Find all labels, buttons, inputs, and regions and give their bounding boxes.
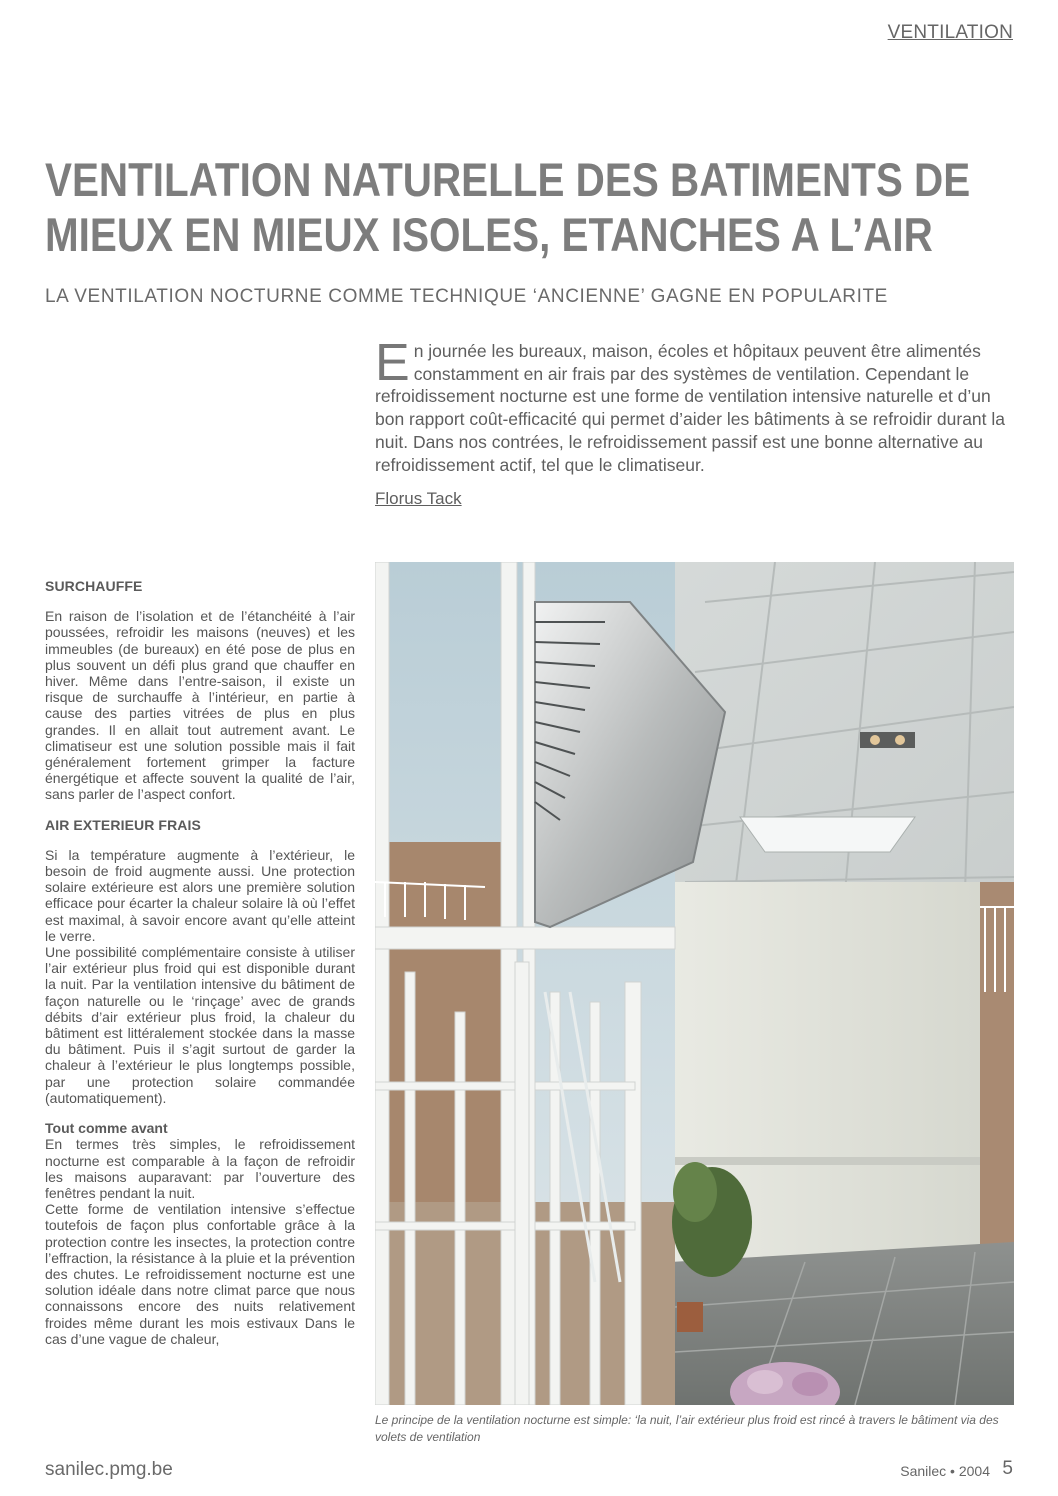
paragraph: Une possibilité complémentaire consiste à utiliser l’air extérieur plus froid qui est disponible durant la nuit. Par la ventilation intensive du bâtiment de façon naturelle ou le ‘rinçage’ avec de grands débits d’air extérieur plus froid, la chaleur du bâtiment est littéralement stockée dans la masse du bâtiment. Puis il s’agit surtout de garder la chaleur à l’extérieur le plus longtemps possible, par une protection solaire commandée (automatiquement). bbox=[45, 944, 355, 1106]
paragraph: Si la température augmente à l’extérieur, le besoin de froid augmente aussi. Une protection solaire extérieure est alors une première solution efficace pour écarter la chaleur solaire là où l’effet est maximal, à savoir encore avant qu’elle atteint le verre. bbox=[45, 846, 355, 944]
subheading-tout-comme-avant: Tout comme avant bbox=[45, 1120, 168, 1137]
section-tag: VENTILATION bbox=[887, 22, 1013, 43]
title-line-1: VENTILATION NATURELLE DES BATIMENTS DE bbox=[45, 153, 971, 206]
paragraph: En raison de l’isolation et de l’étanchéité à l’air poussées, refroidir les maisons (neuves) et les immeubles (de bureaux) en été pose de plus en plus souvent un défi plus grand que chauffer en hiver. Même dans l’entre-saison, il existe un risque de surchauffe à l’intérieur, en partie à cause des parties vitrées de plus en plus grandes. Il en allait tout autrement avant. Le climatiseur est une solution possible mais il fait généralement fortement grimper la facture énergétique et affecte souvent la qualité de l’air, sans parler de l’aspect confort. bbox=[45, 608, 355, 803]
interior-photo-illustration bbox=[375, 562, 1014, 1405]
footer-issue: Sanilec • 2004 bbox=[900, 1463, 990, 1479]
article-photo bbox=[375, 562, 1014, 1405]
section-heading-surchauffe: SURCHAUFFE bbox=[45, 578, 143, 594]
section-heading-air-exterieur: AIR EXTERIEUR FRAIS bbox=[45, 816, 201, 833]
drop-cap: E bbox=[375, 334, 410, 392]
paragraph: En termes très simples, le refroidissement nocturne est comparable à la façon de refroidir les maisons auparavant: par l’ouverture des fenêtres pendant la nuit. bbox=[45, 1136, 355, 1201]
title-line-2: MIEUX EN MIEUX ISOLES, ETANCHES A L’AIR bbox=[45, 208, 933, 261]
page-number: 5 bbox=[1002, 1458, 1013, 1479]
article-subtitle: LA VENTILATION NOCTURNE COMME TECHNIQUE ‘ANCIENNE’ GAGNE EN POPULARITE bbox=[45, 286, 888, 307]
body-column bbox=[45, 578, 355, 1361]
intro-block bbox=[375, 334, 1015, 511]
footer-url: sanilec.pmg.be bbox=[45, 1459, 173, 1480]
paragraph: Cette forme de ventilation intensive s’effectue toutefois de façon plus confortable grâce à la protection contre les insectes, la protection contre l’effraction, la résistance à la pluie et la prévention des chutes. Le refroidissement nocturne est une solution idéale dans notre climat parce que nous connaissons encore des nuits relativement froides même durant les mois estivaux Dans le cas d’une vague de chaleur, bbox=[45, 1201, 355, 1347]
intro-text: n journée les bureaux, maison, écoles et hôpitaux peuvent être alimentés constamment en air frais par des systèmes de ventilation. Cependant le refroidissement nocturne est une forme de ventilation intensive naturelle et d’un bon rapport coût-efficacité qui permet d’aider les bâtiments à se refroidir durant la nuit. Dans nos contrées, le refroidissement passif est une bonne alternative au refroidissement actif, tel que le climatiseur. bbox=[375, 341, 1006, 475]
author-byline: Florus Tack bbox=[375, 489, 462, 509]
photo-caption: Le principe de la ventilation nocturne est simple: ‘la nuit, l’air extérieur plus froid est rincé à travers le bâtiment via des volets de ventilation bbox=[375, 1413, 999, 1444]
article-title bbox=[45, 152, 971, 262]
